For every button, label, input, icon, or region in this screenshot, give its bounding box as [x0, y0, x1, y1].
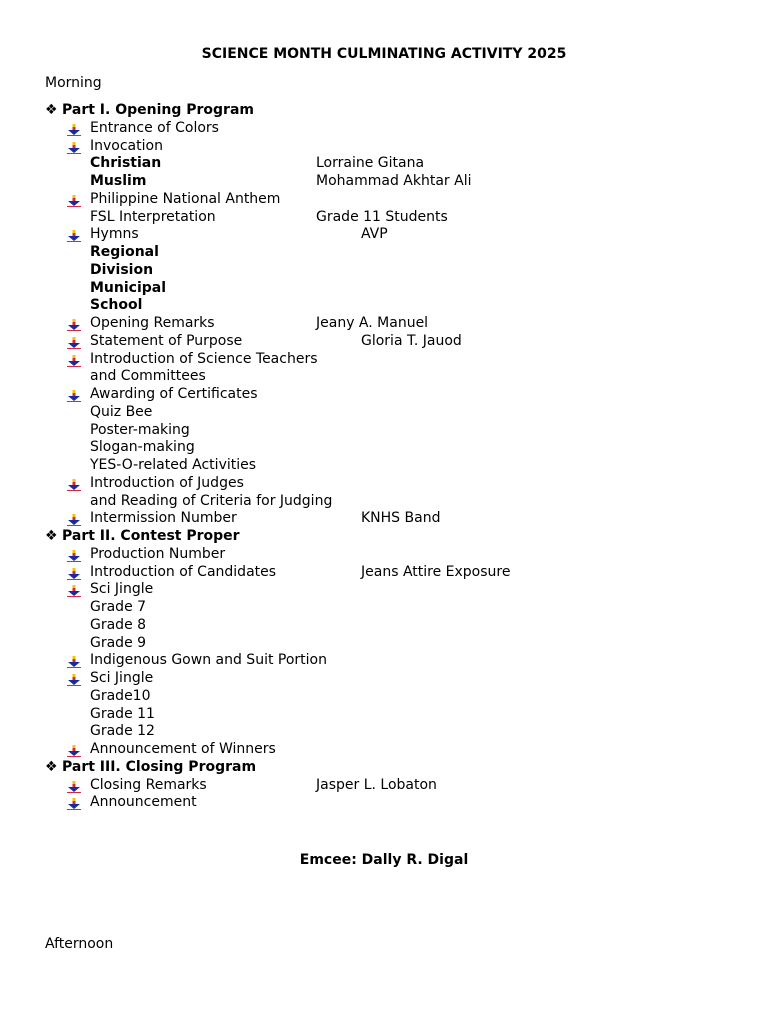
program-item [45, 723, 745, 741]
program-item-label: Announcement [90, 794, 197, 811]
diamond-bullet-icon: ❖ [45, 102, 58, 118]
program-item [45, 404, 745, 422]
arrow-down-bullet-icon [67, 355, 81, 367]
program-item-label: Entrance of Colors [90, 119, 219, 136]
document-title: SCIENCE MONTH CULMINATING ACTIVITY 2025 [201, 46, 567, 62]
part-heading-text: Part II. Contest Proper [62, 528, 240, 544]
program-item [45, 510, 745, 528]
program-item [45, 226, 745, 244]
program-item-label: Intermission Number [90, 510, 237, 527]
program-item [45, 617, 745, 635]
program-item-label: Grade 12 [90, 723, 155, 740]
program-item-label: Introduction of Science Teachers [90, 350, 318, 367]
program-item-label: Introduction of Judges [90, 474, 244, 491]
program-item-label: Statement of Purpose [90, 332, 243, 349]
arrow-down-bullet-icon [67, 798, 81, 810]
program-item-label: Philippine National Anthem [90, 190, 281, 207]
program-item-label: Christian [90, 155, 162, 172]
program-item [45, 475, 745, 493]
program-item-assignee: Gloria T. Jauod [361, 332, 462, 349]
program-item-assignee: Jasper L. Lobaton [316, 776, 437, 793]
program-item-label: Grade 8 [90, 616, 147, 633]
program-item [45, 333, 745, 351]
program-item [45, 351, 745, 369]
program-item [45, 741, 745, 759]
arrow-down-bullet-icon [67, 674, 81, 686]
program-item [45, 191, 745, 209]
program-item-label: Opening Remarks [90, 315, 215, 331]
program-item-label: Grade10 [90, 687, 151, 704]
arrow-down-bullet-icon [67, 337, 81, 349]
program-item-label: Poster-making [90, 421, 190, 438]
program-item [45, 315, 745, 333]
program-item [45, 155, 745, 173]
arrow-down-bullet-icon [67, 390, 81, 402]
part-heading [45, 102, 745, 120]
program-item [45, 652, 745, 670]
program-item [45, 706, 745, 724]
program-item-label: FSL Interpretation [90, 208, 216, 225]
program-item [45, 422, 745, 440]
arrow-down-bullet-icon [67, 479, 81, 491]
program-item-assignee: Mohammad Akhtar Ali [316, 173, 472, 189]
program-item-assignee: AVP [361, 226, 388, 243]
part-heading-text: Part I. Opening Program [62, 102, 254, 118]
program-item [45, 280, 745, 298]
program-item-label: Production Number [90, 545, 226, 562]
program-item-label: Grade 7 [90, 599, 147, 615]
program-item [45, 244, 745, 262]
program-item-label: Slogan-making [90, 439, 195, 456]
program-item-label: Regional [90, 244, 159, 260]
program-item-label: Awarding of Certificates [90, 386, 258, 402]
program-item-assignee: KNHS Band [361, 510, 441, 527]
program-item [45, 688, 745, 706]
arrow-down-bullet-icon [67, 585, 81, 597]
arrow-down-bullet-icon [67, 319, 81, 331]
program-item [45, 386, 745, 404]
program-item [45, 120, 745, 138]
program-list [45, 102, 745, 812]
program-item [45, 368, 745, 386]
arrow-down-bullet-icon [67, 568, 81, 580]
program-item-label: Quiz Bee [90, 403, 153, 420]
program-item-label: Hymns [90, 226, 139, 243]
program-item-label: YES-O-related Activities [90, 457, 257, 473]
program-item [45, 564, 745, 582]
part-heading-text: Part III. Closing Program [62, 758, 257, 775]
program-item-label: and Reading of Criteria for Judging [90, 492, 333, 509]
diamond-bullet-icon: ❖ [45, 758, 58, 775]
emcee-line: Emcee: Dally R. Digal [299, 852, 469, 868]
part-heading [45, 759, 745, 777]
arrow-down-bullet-icon [67, 550, 81, 562]
program-item-label: Introduction of Candidates [90, 563, 277, 580]
arrow-down-bullet-icon [67, 745, 81, 757]
program-item [45, 297, 745, 315]
program-item [45, 493, 745, 511]
arrow-down-bullet-icon [67, 656, 81, 668]
program-item-label: and Committees [90, 368, 206, 385]
program-item-label: Indigenous Gown and Suit Portion [90, 652, 327, 669]
program-item-label: Sci Jingle [90, 670, 154, 686]
program-item-assignee: Jeans Attire Exposure [361, 563, 511, 580]
arrow-down-bullet-icon [67, 142, 81, 154]
program-item-label: Invocation [90, 137, 163, 154]
arrow-down-bullet-icon [67, 195, 81, 207]
program-item [45, 173, 745, 191]
program-item-label: Grade 11 [90, 705, 155, 722]
program-item [45, 670, 745, 688]
program-item-label: Muslim [90, 173, 147, 189]
program-item [45, 262, 745, 280]
program-item [45, 599, 745, 617]
program-item [45, 777, 745, 795]
program-item [45, 546, 745, 564]
program-item [45, 439, 745, 457]
program-item-assignee: Lorraine Gitana [316, 155, 425, 172]
program-item [45, 635, 745, 653]
program-item [45, 794, 745, 812]
program-item [45, 457, 745, 475]
program-item-label: Grade 9 [90, 634, 147, 651]
program-item-label: Municipal [90, 279, 167, 296]
program-item-label: Closing Remarks [90, 776, 207, 793]
arrow-down-bullet-icon [67, 230, 81, 242]
program-item-label: School [90, 297, 143, 314]
arrow-down-bullet-icon [67, 514, 81, 526]
program-item-label: Division [90, 261, 154, 278]
arrow-down-bullet-icon [67, 124, 81, 136]
session-label-morning: Morning [45, 75, 102, 91]
program-item [45, 138, 745, 156]
diamond-bullet-icon: ❖ [45, 528, 58, 544]
session-label-afternoon: Afternoon [45, 936, 114, 952]
program-item-assignee: Jeany A. Manuel [316, 315, 429, 331]
program-item [45, 581, 745, 599]
program-item-assignee: Grade 11 Students [316, 208, 448, 225]
program-item-label: Announcement of Winners [90, 741, 276, 757]
arrow-down-bullet-icon [67, 781, 81, 793]
part-heading [45, 528, 745, 546]
program-item [45, 209, 745, 227]
program-item-label: Sci Jingle [90, 581, 154, 598]
